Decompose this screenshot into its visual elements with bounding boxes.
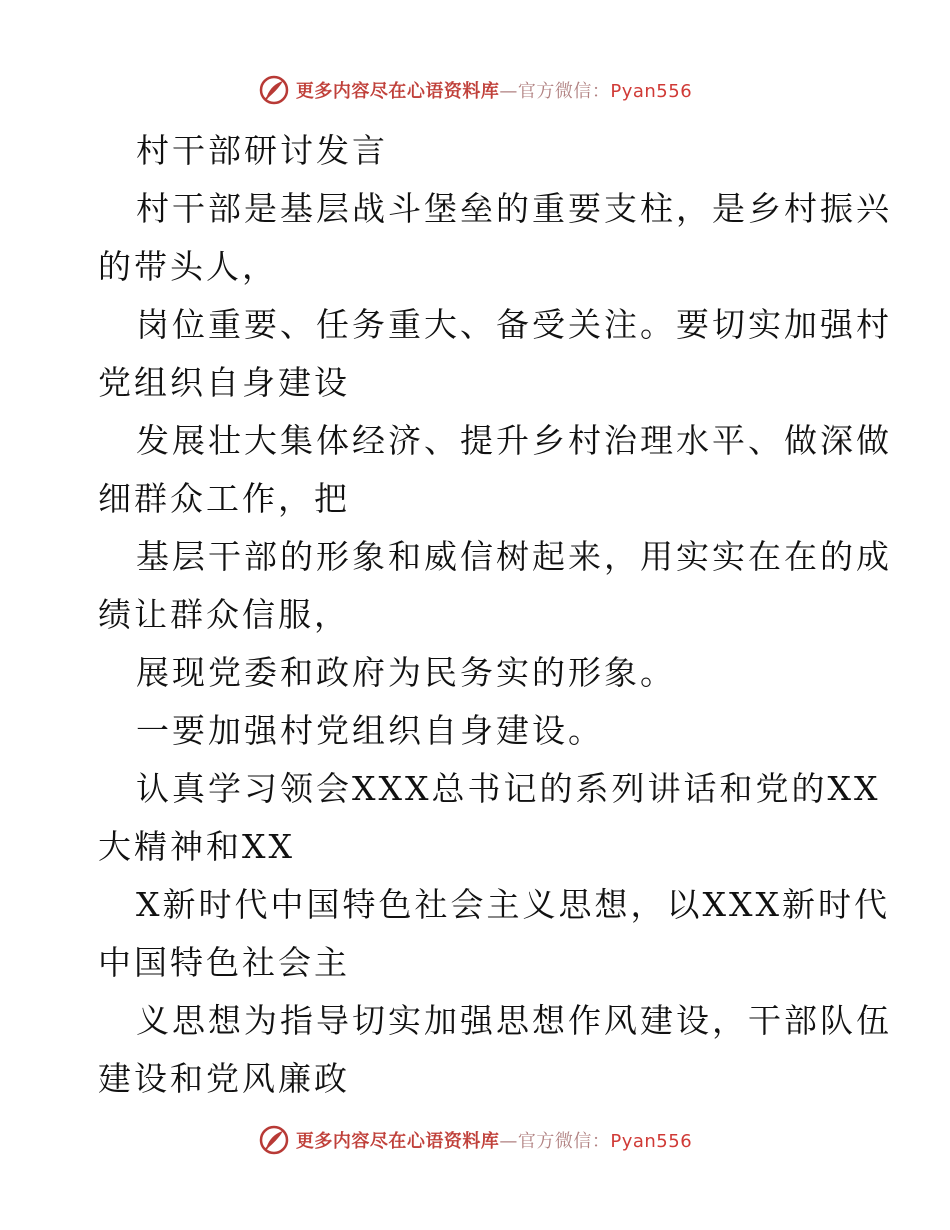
paragraph-line: 认真学习领会XXX总书记的系列讲话和党的XX xyxy=(136,769,881,808)
paragraph-line: 村干部是基层战斗堡垒的重要支柱，是乡村振兴 xyxy=(136,189,892,228)
quill-logo-icon xyxy=(258,74,290,106)
paragraph-line: 义思想为指导切实加强思想作风建设，干部队伍 xyxy=(136,1001,892,1040)
paragraph-line: 一要加强村党组织自身建设。 xyxy=(136,711,604,750)
paragraph-line: 中国特色社会主 xyxy=(98,943,350,982)
paragraph-line: 岗位重要、任务重大、备受关注。要切实加强村 xyxy=(136,305,892,344)
paragraph-line: 绩让群众信服， xyxy=(98,595,350,634)
banner-site-name: 更多内容尽在心语资料库 xyxy=(295,81,500,102)
document-body xyxy=(98,122,892,1108)
paragraph-line: 的带头人， xyxy=(98,247,278,286)
paragraph-line: 发展壮大集体经济、提升乡村治理水平、做深做 xyxy=(136,421,892,460)
banner-site-name: 更多内容尽在心语资料库 xyxy=(295,1131,500,1152)
paragraph-line: X新时代中国特色社会主义思想，以XXX新时代 xyxy=(136,885,890,924)
banner-wechat-label: —官方微信： xyxy=(499,1131,611,1152)
paragraph-line: 大精神和XX xyxy=(98,827,295,866)
banner-wechat-label: —官方微信： xyxy=(499,81,611,102)
paragraph-line: 基层干部的形象和威信树起来，用实实在在的成 xyxy=(136,537,892,576)
quill-logo-icon xyxy=(258,1124,290,1156)
paragraph-line: 建设和党风廉政 xyxy=(98,1059,350,1098)
paragraph-line: 党组织自身建设 xyxy=(98,363,350,402)
banner-wechat-id: Pyan556 xyxy=(610,1131,693,1152)
banner-wechat-id: Pyan556 xyxy=(610,81,693,102)
doc-title: 村干部研讨发言 xyxy=(136,131,388,170)
paragraph-line: 细群众工作，把 xyxy=(98,479,350,518)
header-banner xyxy=(0,70,950,110)
footer-banner xyxy=(0,1120,950,1160)
paragraph-line: 展现党委和政府为民务实的形象。 xyxy=(136,653,676,692)
